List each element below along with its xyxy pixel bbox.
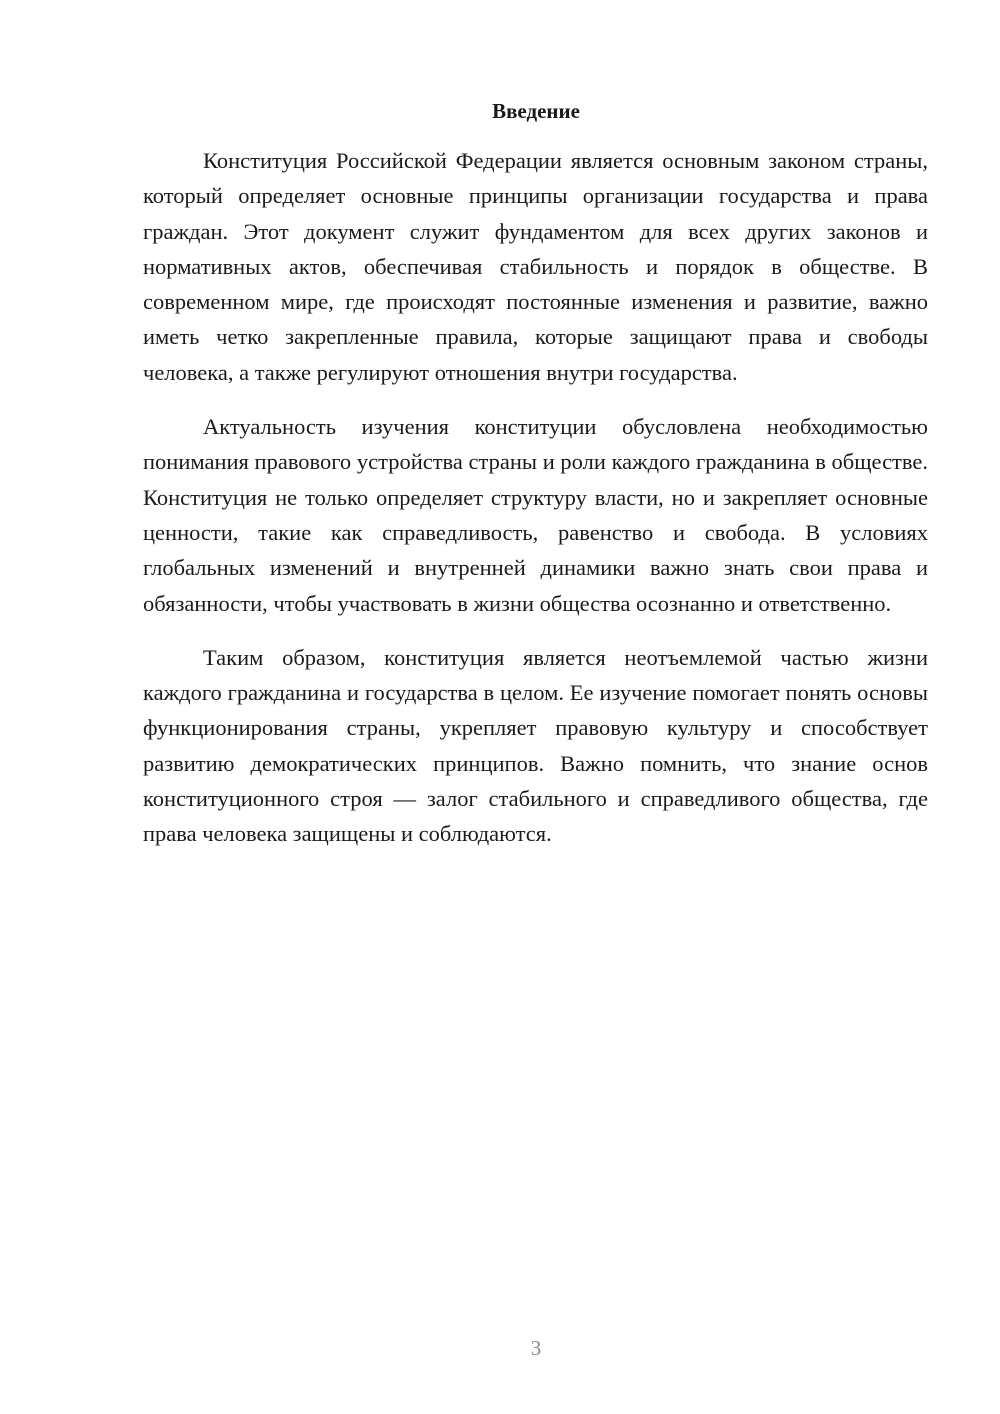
page-title: Введение xyxy=(492,99,580,123)
paragraph-2: Актуальность изучения конституции обусловлена необходимостью понимания правового устройства страны и роли каждого гражданина в обществе. Конституция не только определяет структуру власти, но и закрепляет основные ценности, такие как справедливость, равенство и свобода. В условиях глобальных изменений и внутренней динамики важно знать свои права и обязанности, чтобы участвовать в жизни общества осознанно и ответственно. xyxy=(143,414,928,616)
paragraph-1: Конституция Российской Федерации является основным законом страны, который определяет основные принципы организации государства и права граждан. Этот документ служит фундаментом для всех других законов и нормативных актов, обеспечивая стабильность и порядок в обществе. В современном мире, где происходят постоянные изменения и развитие, важно иметь четко закрепленные правила, которые защищают права и свободы человека, а также регулируют отношения внутри государства. xyxy=(143,148,928,385)
paragraph-3: Таким образом, конституция является неотъемлемой частью жизни каждого гражданина и государства в целом. Ее изучение помогает понять основы функционирования страны, укрепляет правовую культуру и способствует развитию демократических принципов. Важно помнить, что знание основ конституционного строя — залог стабильного и справедливого общества, где права человека защищены и соблюдаются. xyxy=(143,644,928,847)
body-text xyxy=(143,143,928,871)
page-number: 3 xyxy=(530,1336,542,1360)
